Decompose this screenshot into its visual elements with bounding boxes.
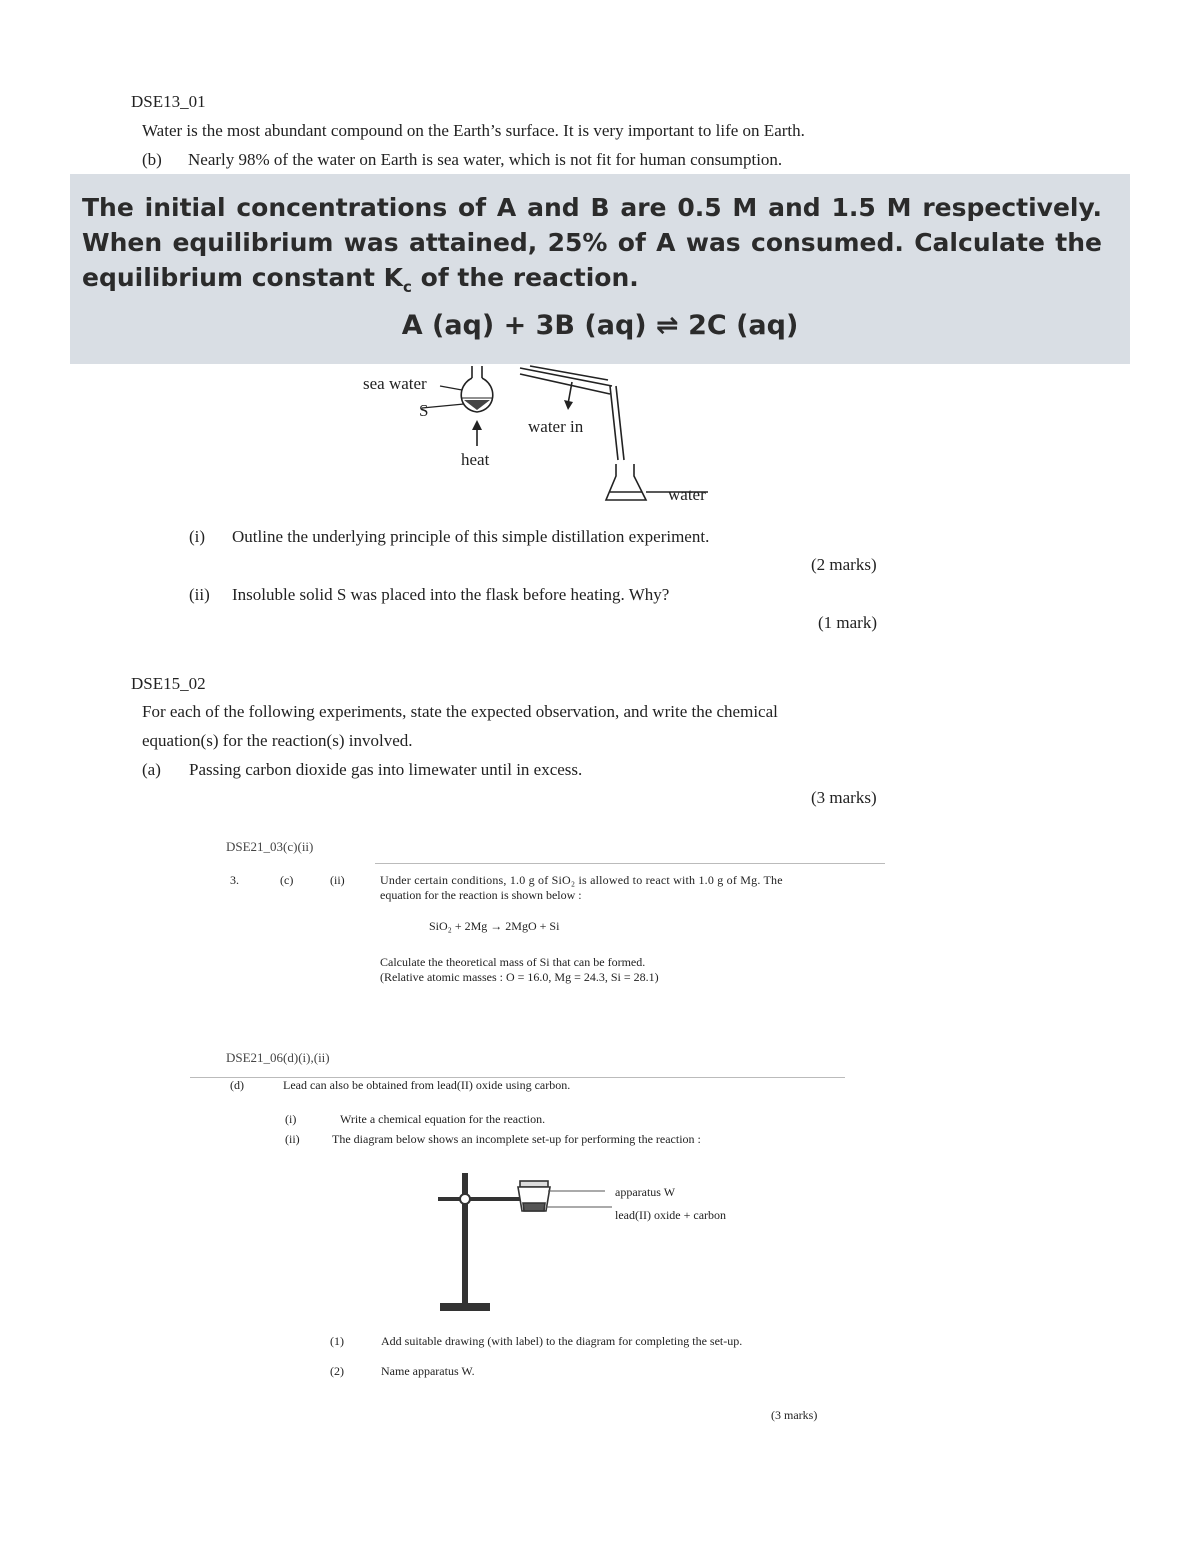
label-water-in: water in	[528, 417, 584, 436]
q3-line-4: (Relative atomic masses : O = 16.0, Mg = 24.3, Si = 28.1)	[380, 970, 659, 984]
label-heat: heat	[461, 450, 490, 469]
q1-part-i-marks: (2 marks)	[811, 555, 877, 574]
q4-sub2-label: (2)	[330, 1364, 344, 1378]
q3-number: 3.	[230, 873, 239, 887]
q4-sub1-label: (1)	[330, 1334, 344, 1348]
question-code-dse15-02: DSE15_02	[131, 674, 206, 693]
round-bottom-flask-icon	[461, 366, 493, 412]
q4-sub1-text: Add suitable drawing (with label) to the diagram for completing the set-up.	[381, 1334, 743, 1348]
q3-line-3: Calculate the theoretical mass of Si that can be formed.	[380, 955, 646, 969]
banner-equation: A (aq) + 3B (aq) ⇌ 2C (aq)	[401, 310, 799, 341]
q2-line-2: equation(s) for the reaction(s) involved.	[142, 731, 413, 750]
question-code-dse21-06: DSE21_06(d)(i),(ii)	[226, 1050, 330, 1065]
equilibrium-question-banner	[70, 174, 1130, 364]
question-code-dse21-03: DSE21_03(c)(ii)	[226, 839, 314, 854]
q2-part-a-label: (a)	[142, 760, 161, 779]
q1-part-ii-text: Insoluble solid S was placed into the flask before heating. Why?	[232, 585, 670, 604]
retort-stand-diagram	[430, 1165, 630, 1315]
q4-i-text: Write a chemical equation for the reaction.	[340, 1112, 546, 1126]
q4-i-label: (i)	[285, 1112, 297, 1126]
kc-subscript: c	[403, 278, 412, 296]
q1-part-ii-marks: (1 mark)	[818, 613, 878, 632]
q2-part-a-text: Passing carbon dioxide gas into limewater until in excess.	[189, 760, 583, 779]
q4-ii-label: (ii)	[285, 1132, 300, 1146]
banner-question-text: The initial concentrations of A and B are 0.5 M and 1.5 M respectively. When equilibrium was attained, 25% of A was consumed. Calculate the equilibrium constant $K_c$ of the reaction.	[82, 193, 1102, 296]
q1-part-b-text: Nearly 98% of the water on Earth is sea water, which is not fit for human consumption.	[188, 150, 783, 169]
crucible-icon	[518, 1181, 550, 1211]
q2-marks: (3 marks)	[811, 788, 877, 807]
q3-line-2: equation for the reaction is shown below :	[380, 888, 582, 902]
heat-arrow-icon	[472, 420, 482, 446]
label-apparatus-w: apparatus W	[615, 1185, 676, 1199]
q3-line-1: Under certain conditions, 1.0 g of SiO₂ is allowed to react with 1.0 g of Mg. The	[380, 873, 783, 887]
q4-sub2-text: Name apparatus W.	[381, 1364, 475, 1378]
q3-equation: SiO₂ + 2Mg → 2MgO + Si	[429, 919, 560, 933]
q1-intro-text: Water is the most abundant compound on the Earth’s surface. It is very important to life on Earth.	[142, 121, 805, 140]
q3-part-ii: (ii)	[330, 873, 345, 887]
q4-d-text: Lead can also be obtained from lead(II) oxide using carbon.	[283, 1078, 571, 1092]
label-sea-water: sea water	[363, 374, 427, 393]
label-lead-oxide-carbon: lead(II) oxide + carbon	[615, 1208, 727, 1222]
q4-marks: (3 marks)	[771, 1408, 818, 1422]
q1-part-i-label: (i)	[189, 527, 206, 546]
label-s: S	[419, 401, 429, 420]
q3-divider	[375, 863, 885, 864]
q1-part-b-label: (b)	[142, 150, 162, 169]
question-code-dse13-01: DSE13_01	[131, 92, 206, 111]
q4-ii-text: The diagram below shows an incomplete set-up for performing the reaction :	[332, 1132, 701, 1146]
q3-part-c: (c)	[280, 873, 294, 887]
condenser-icon	[520, 366, 624, 460]
q1-part-i-text: Outline the underlying principle of this simple distillation experiment.	[232, 527, 710, 546]
q1-part-ii-label: (ii)	[189, 585, 210, 604]
label-water: water	[668, 485, 706, 504]
q2-line-1: For each of the following experiments, state the expected observation, and write the chemical	[142, 702, 778, 721]
q4-part-d: (d)	[230, 1078, 244, 1092]
